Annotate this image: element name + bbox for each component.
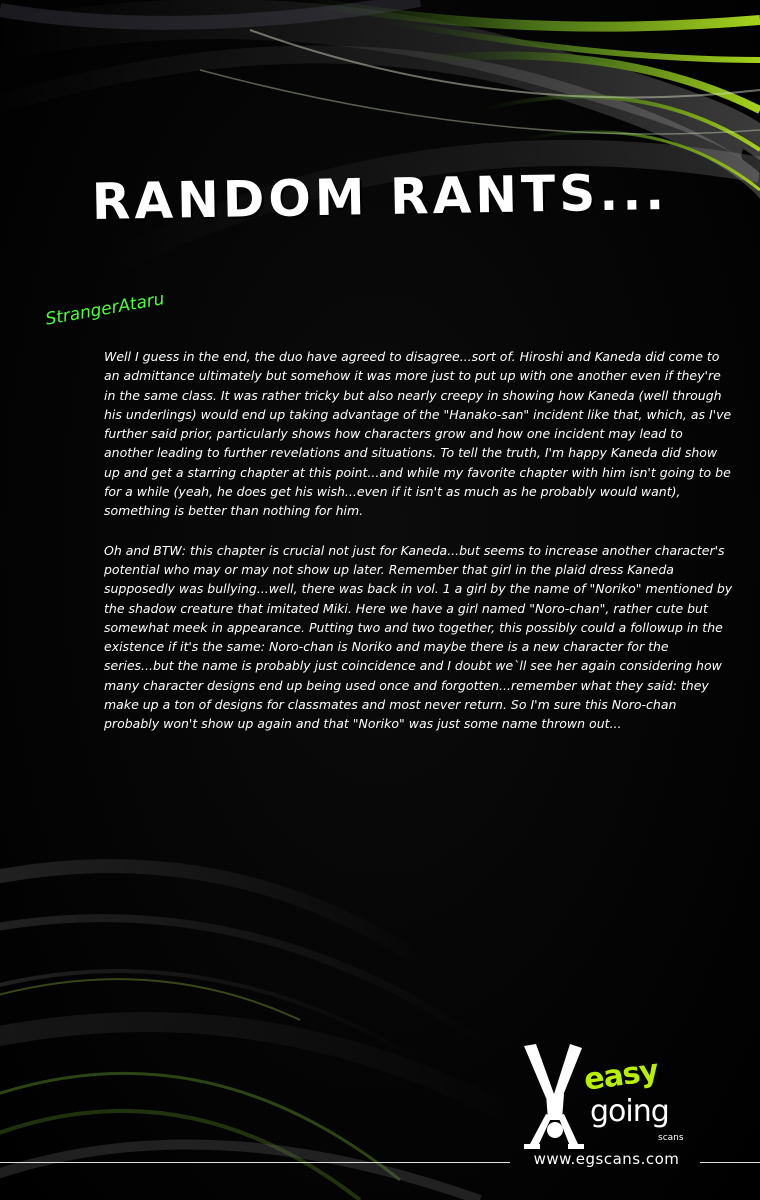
logo-word-going: going bbox=[590, 1094, 669, 1129]
logo-word-scans: scans bbox=[658, 1133, 684, 1143]
rant-body bbox=[104, 347, 734, 754]
logo-word-easy: easy bbox=[581, 1053, 661, 1098]
handstand-figure-icon bbox=[516, 1042, 596, 1152]
page-title: RANDOM RANTS... bbox=[91, 162, 669, 232]
footer-divider-right bbox=[700, 1162, 760, 1163]
rant-paragraph: Well I guess in the end, the duo have agreed to disagree...sort of. Hiroshi and Kaneda did come to an admittance ultimately but somehow it was more just to put up with one another even if they're in the same class. It was rather tricky but also nearly creepy in showing how Kaneda (well through his underlings) would end up taking advantage of the "Hanako-san" incident like that, which, as I've further said prior, particularly shows how characters grow and how one incident may lead to another leading to further revelations and situations. To tell the truth, I'm happy Kaneda did show up and get a starring chapter at this point...and while my favorite chapter with him isn't going to be for a while (yeah, he does get his wish...even if it isn't as much as he probably would want), something is better than nothing for him. bbox=[104, 349, 732, 519]
author-name: StrangerAtaru bbox=[44, 289, 167, 330]
footer-divider-left bbox=[0, 1162, 510, 1163]
rant-paragraph: Oh and BTW: this chapter is crucial not just for Kaneda...but seems to increase another character's potential who may or may not show up later. Remember that girl in the plaid dress Kaneda supposedly was bullying...well, there was back in vol. 1 a girl by the name of "Noriko" mentioned by the shadow creature that imitated Miki. Here we have a girl named "Noro-chan", rather cute but somewhat meek in appearance. Putting two and two together, this possibly could a followup in the existence if it's the same: Noro-chan is Noriko and maybe there is a new character for the series...but the name is probably just coincidence and I doubt we`ll see her again considering how many character designs end up being used once and forgotten...remember what they said: they make up a ton of designs for classmates and most never return. So I'm sure this Noro-chan probably won't show up again and that "Noriko" was just some name thrown out... bbox=[104, 542, 733, 732]
website-link[interactable]: www.egscans.com bbox=[533, 1150, 680, 1168]
